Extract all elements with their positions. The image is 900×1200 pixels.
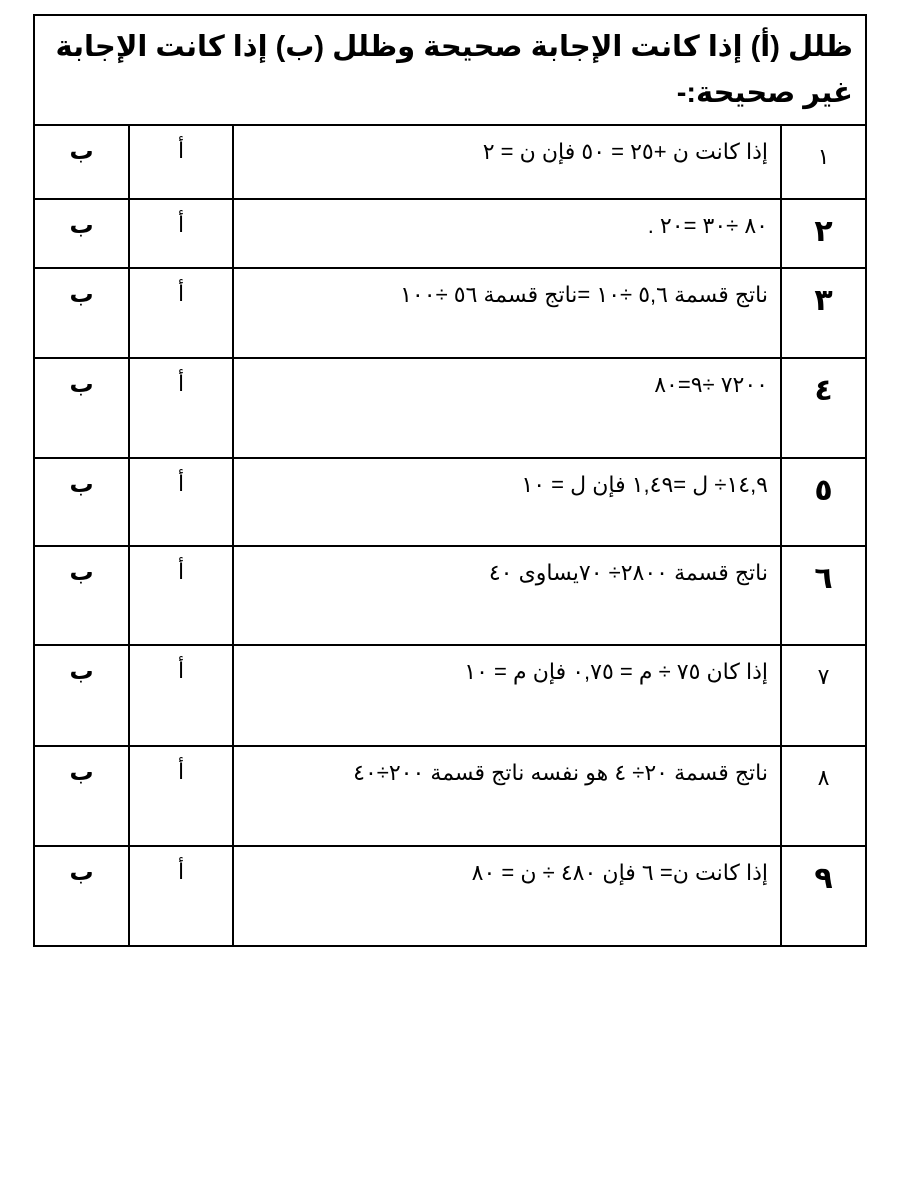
question-row	[35, 126, 865, 199]
question-row	[35, 199, 865, 268]
option-b[interactable]: ب	[35, 358, 129, 458]
option-b[interactable]: ب	[35, 746, 129, 846]
question-statement: ناتج قسمة ٥,٦ ÷١٠ =ناتج قسمة ٥٦ ÷١٠٠	[233, 268, 781, 358]
option-a[interactable]: أ	[129, 358, 233, 458]
question-statement: ناتج قسمة ٢٨٠٠÷ ٧٠يساوى ٤٠	[233, 546, 781, 645]
question-statement: ٧٢٠٠ ÷٩=٨٠	[233, 358, 781, 458]
option-b[interactable]: ب	[35, 458, 129, 546]
question-number: ١	[781, 126, 865, 199]
option-b[interactable]: ب	[35, 199, 129, 268]
question-row	[35, 268, 865, 358]
question-number: ٧	[781, 645, 865, 746]
question-statement: إذا كانت ن +٢٥ = ٥٠ فإن ن = ٢	[233, 126, 781, 199]
question-statement: ٨٠ ÷٣٠ =٢٠ .	[233, 199, 781, 268]
option-a[interactable]: أ	[129, 199, 233, 268]
option-a[interactable]: أ	[129, 268, 233, 358]
option-a[interactable]: أ	[129, 645, 233, 746]
question-number: ٦	[781, 546, 865, 645]
question-statement: ناتج قسمة ٢٠÷ ٤ هو نفسه ناتج قسمة ٢٠٠÷٤٠	[233, 746, 781, 846]
question-row	[35, 458, 865, 546]
question-number: ٤	[781, 358, 865, 458]
questions-table	[35, 126, 865, 945]
question-statement: ١٤,٩÷ ل =١,٤٩ فإن ل = ١٠	[233, 458, 781, 546]
option-a[interactable]: أ	[129, 846, 233, 945]
worksheet-table	[33, 14, 867, 947]
option-b[interactable]: ب	[35, 645, 129, 746]
question-number: ٨	[781, 746, 865, 846]
question-number: ٢	[781, 199, 865, 268]
question-number: ٣	[781, 268, 865, 358]
option-a[interactable]: أ	[129, 126, 233, 199]
question-number: ٩	[781, 846, 865, 945]
question-row	[35, 846, 865, 945]
option-b[interactable]: ب	[69, 859, 94, 886]
option-a[interactable]: أ	[129, 546, 233, 645]
question-row	[35, 358, 865, 458]
option-a[interactable]: أ	[129, 458, 233, 546]
question-statement: إذا كان ٧٥ ÷ م = ٠,٧٥ فإن م = ١٠	[233, 645, 781, 746]
question-row	[35, 546, 865, 645]
question-statement: إذا كانت ن= ٦ فإن ٤٨٠ ÷ ن = ٨٠	[233, 846, 781, 945]
question-number: ٥	[781, 458, 865, 546]
question-row	[35, 746, 865, 846]
option-b[interactable]: ب	[35, 268, 129, 358]
option-a[interactable]: أ	[129, 746, 233, 846]
option-b[interactable]: ب	[35, 546, 129, 645]
instructions-text: ظلل (أ) إذا كانت الإجابة صحيحة وظلل (ب) إذا كانت الإجابة غير صحيحة:-	[35, 16, 865, 126]
option-b[interactable]: ب	[35, 126, 129, 199]
question-row	[35, 645, 865, 746]
